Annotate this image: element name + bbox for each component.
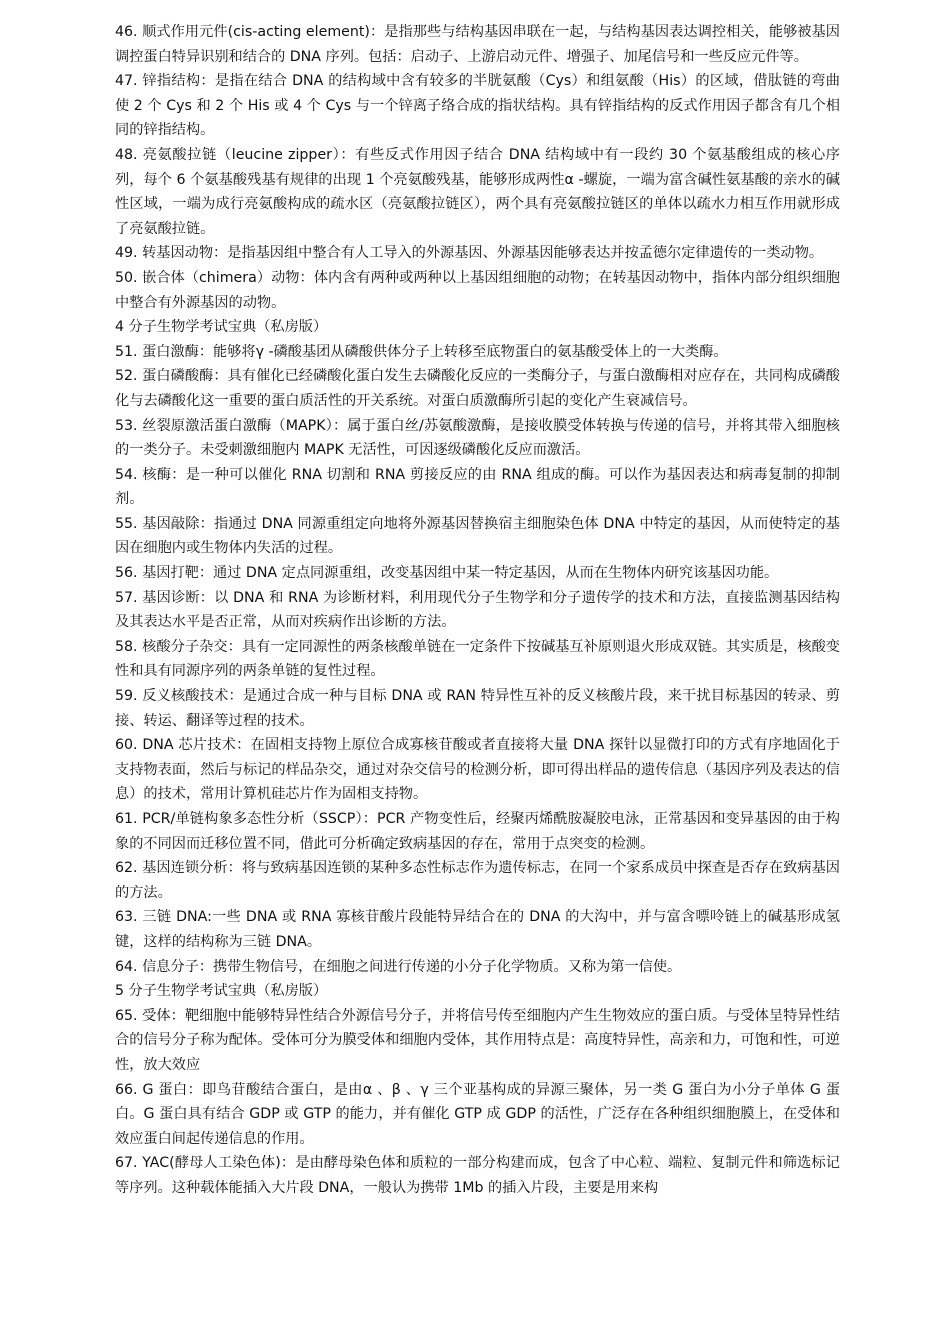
- entry-51: 51. 蛋白激酶：能够将γ -磷酸基团从磷酸供体分子上转移至底物蛋白的氨基酸受体上的一大类酶。: [115, 343, 728, 360]
- entry-54: 54. 核酶：是一种可以催化 RNA 切割和 RNA 剪接反应的由 RNA 组成的酶。可以作为基因表达和病毒复制的抑制剂。: [115, 466, 840, 508]
- entry-67: 67. YAC(酵母人工染色体)：是由酵母染色体和质粒的一部分构建而成，包含了中心粒、端粒、复制元件和筛选标记等序列。这种载体能插入大片段 DNA，一般认为携带 1Mb 的插入片段，主要是用来构: [115, 1155, 840, 1196]
- entry-58: 58. 核酸分子杂交：具有一定同源性的两条核酸单链在一定条件下按碱基互补原则退火形成双链。其实质是，核酸变性和具有同源序列的两条单链的复性过程。: [115, 638, 840, 680]
- entry-49: 49. 转基因动物：是指基因组中整合有人工导入的外源基因、外源基因能够表达并按孟德尔定律遗传的一类动物。: [115, 245, 824, 262]
- section-header-5: 5 分子生物学考试宝典（私房版）: [115, 983, 328, 1000]
- entry-64: 64. 信息分子：携带生物信号，在细胞之间进行传递的小分子化学物质。又称为第一信使。: [115, 958, 682, 975]
- entry-47: 47. 锌指结构：是指在结合 DNA 的结构域中含有较多的半胱氨酸（Cys）和组氨酸（His）的区域，借肽链的弯曲使 2 个 Cys 和 2 个 His 或 4 个 Cys 与一个锌离子络合成的指状结构。具有锌指结构的反式作用因子都含有几个相同的锌指结构。: [115, 73, 840, 139]
- entry-56: 56. 基因打靶：通过 DNA 定点同源重组，改变基因组中某一特定基因，从而在生物体内研究该基因功能。: [115, 565, 779, 582]
- entry-65: 65. 受体：靶细胞中能够特异性结合外源信号分子，并将信号传至细胞内产生生物效应的蛋白质。与受体呈特异性结合的信号分子称为配体。受体可分为膜受体和细胞内受体，其作用特点是：高度特异性，高亲和力，可饱和性，可逆性，放大效应: [115, 1007, 840, 1073]
- entry-53: 53. 丝裂原激活蛋白激酶（MAPK）：属于蛋白丝/苏氨酸激酶，是接收膜受体转换与传递的信号，并将其带入细胞核的一类分子。未受刺激细胞内 MAPK 无活性，可因逐级磷酸化反应而激活。: [115, 417, 840, 459]
- entry-62: 62. 基因连锁分析：将与致病基因连锁的某种多态性标志作为遗传标志，在同一个家系成员中探查是否存在致病基因的方法。: [115, 860, 840, 901]
- entry-46: 46. 顺式作用元件(cis-acting element)：是指那些与结构基因串联在一起，与结构基因表达调控相关，能够被基因调控蛋白特异识别和结合的 DNA 序列。包括：启动子、上游启动元件、增强子、加尾信号和一些反应元件等。: [115, 24, 840, 65]
- entry-63: 63. 三链 DNA:一些 DNA 或 RNA 寡核苷酸片段能特异结合在的 DNA 的大沟中，并与富含嘌呤链上的碱基形成氢键，这样的结构称为三链 DNA。: [115, 909, 840, 950]
- entry-60: 60. DNA 芯片技术：在固相支持物上原位合成寡核苷酸或者直接将大量 DNA 探针以显微打印的方式有序地固化于支持物表面，然后与标记的样品杂交，通过对杂交信号的检测分析，即可得出样品的遗传信息（基因序列及表达的信息）的技术，常用计算机硅芯片作为固相支持物。: [115, 737, 840, 803]
- entry-50: 50. 嵌合体（chimera）动物：体内含有两种或两种以上基因组细胞的动物；在转基因动物中，指体内部分组织细胞中整合有外源基因的动物。: [115, 269, 840, 311]
- entry-57: 57. 基因诊断：以 DNA 和 RNA 为诊断材料，利用现代分子生物学和分子遗传学的技术和方法，直接监测基因结构及其表达水平是否正常，从而对疾病作出诊断的方法。: [115, 589, 840, 631]
- entry-55: 55. 基因敲除：指通过 DNA 同源重组定向地将外源基因替换宿主细胞染色体 DNA 中特定的基因，从而使特定的基因在细胞内或生物体内失活的过程。: [115, 515, 840, 557]
- entry-59: 59. 反义核酸技术：是通过合成一种与目标 DNA 或 RAN 特异性互补的反义核酸片段，来干扰目标基因的转录、剪接、转运、翻译等过程的技术。: [115, 688, 840, 729]
- entry-61: 61. PCR/单链构象多态性分析（SSCP）：PCR 产物变性后，经聚丙烯酰胺凝胶电泳，正常基因和变异基因的由于构象的不同因而迁移位置不同，借此可分析确定致病基因的存在，常用于点突变的检测。: [115, 811, 840, 852]
- entry-48: 48. 亮氨酸拉链（leucine zipper）：有些反式作用因子结合 DNA 结构域中有一段约 30 个氨基酸组成的核心序列，每个 6 个氨基酸残基有规律的出现 1 个亮氨酸残基，能够形成两性α -螺旋，一端为富含碱性氨基酸的亲水的碱性区域，一端为成行亮氨酸构成的疏水区（亮氨酸拉链区），两个具有亮氨酸拉链区的单体以疏水力相互作用就形成了亮氨酸拉链。: [115, 146, 840, 237]
- section-header-4: 4 分子生物学考试宝典（私房版）: [115, 319, 328, 336]
- entry-66: 66. G 蛋白：即鸟苷酸结合蛋白，是由α 、β 、γ 三个亚基构成的异源三聚体，另一类 G 蛋白为小分子单体 G 蛋白。G 蛋白具有结合 GDP 或 GTP 的能力，并有催化 GTP 成 GDP 的活性，广泛存在各种组织细胞膜上，在受体和效应蛋白间起传递信息的作用。: [115, 1081, 840, 1147]
- entry-52: 52. 蛋白磷酸酶：具有催化已经磷酸化蛋白发生去磷酸化反应的一类酶分子，与蛋白激酶相对应存在，共同构成磷酸化与去磷酸化这一重要的蛋白质活性的开关系统。对蛋白质激酶所引起的变化产生衰减信号。: [115, 368, 840, 409]
